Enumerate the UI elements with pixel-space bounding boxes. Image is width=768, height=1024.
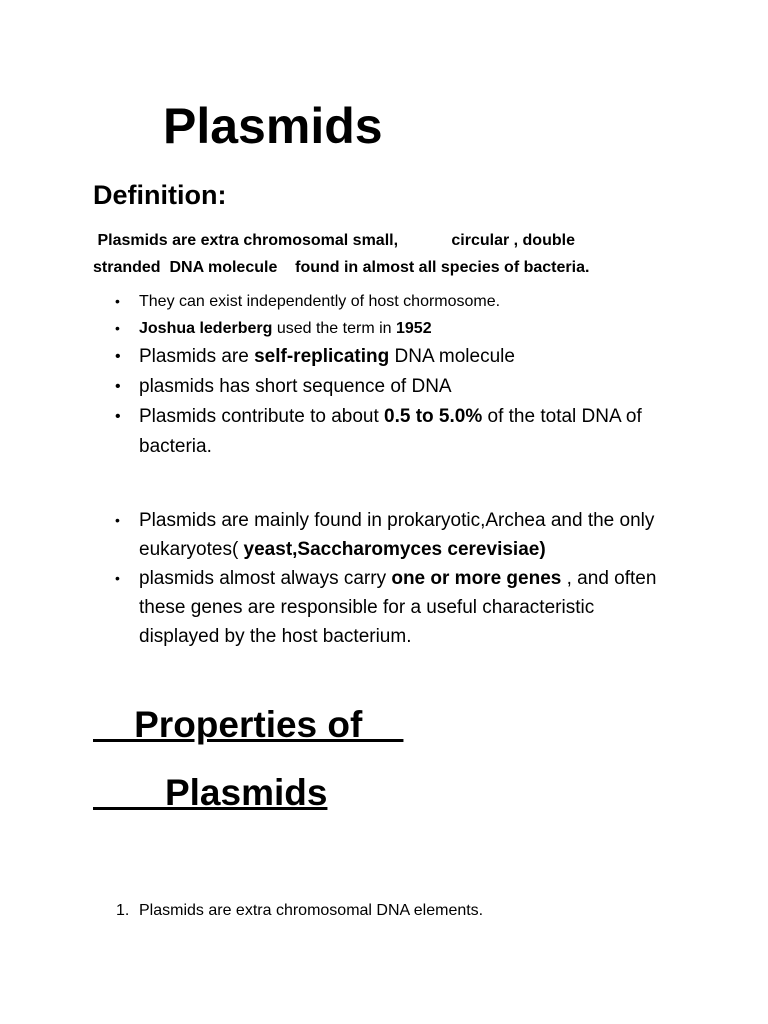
bullet-icon: • [115,408,121,425]
bullet-item [0,315,659,342]
list-number: 1. [116,902,130,919]
bullet-text: Plasmids contribute to about [139,406,385,427]
bullet-bold-text: self-replicating [254,346,390,367]
bullet-item [0,402,659,462]
bullet-icon: • [115,293,120,309]
bullet-bold-text: yeast,Saccharomyces cerevisiae) [243,539,546,560]
bullet-text: used the term in [272,320,396,337]
bullet-item [0,372,659,402]
bullet-text: They can exist independently of host chormosome. [139,293,501,310]
bullet-icon: • [115,570,120,586]
bullet-icon: • [115,348,121,365]
bullet-item [0,342,659,372]
bullet-text: , and often these genes are responsible for a useful characteristic displayed by the host bacterium. [139,568,657,647]
bullet-bold-text: one or more genes [391,568,562,589]
bullet-text: plasmids has short sequence of DNA [139,376,452,397]
bullet-icon: • [115,320,120,336]
bullet-text: plasmids almost always carry [139,568,392,589]
bullet-bold-text: Joshua lederberg [139,320,273,337]
bullet-list-2 [0,506,679,651]
bullet-icon: • [115,512,120,528]
bullet-text: DNA molecule [389,346,515,367]
bullet-item [0,288,659,315]
properties-heading-line-2: Plasmids [93,772,328,813]
definition-paragraph [93,227,693,281]
bullet-text: Plasmids are mainly found in prokaryotic,Archea and the only eukaryotes( [139,510,655,560]
bullet-icon: • [115,378,121,395]
bullet-bold-text: 1952 [396,320,432,337]
list-item-text: Plasmids are extra chromosomal DNA elements. [139,902,484,919]
properties-list [0,898,483,924]
definition-heading: Definition: [93,180,227,210]
bullet-item [0,564,679,651]
bullet-bold-text: 0.5 to 5.0% [384,406,483,427]
definition-line-2: stranded DNA molecule found in almost all species of bacteria. [93,259,590,276]
properties-heading-line-1: Properties of [93,704,404,745]
document-title: Plasmids [163,98,383,154]
properties-list-item [0,898,483,924]
bullet-item [0,506,679,564]
bullet-text: Plasmids are [139,346,255,367]
definition-line-1: Plasmids are extra chromosomal small, circular , double [93,232,575,249]
bullet-text: of the total DNA of bacteria. [139,406,642,457]
bullet-list-1 [0,288,659,462]
